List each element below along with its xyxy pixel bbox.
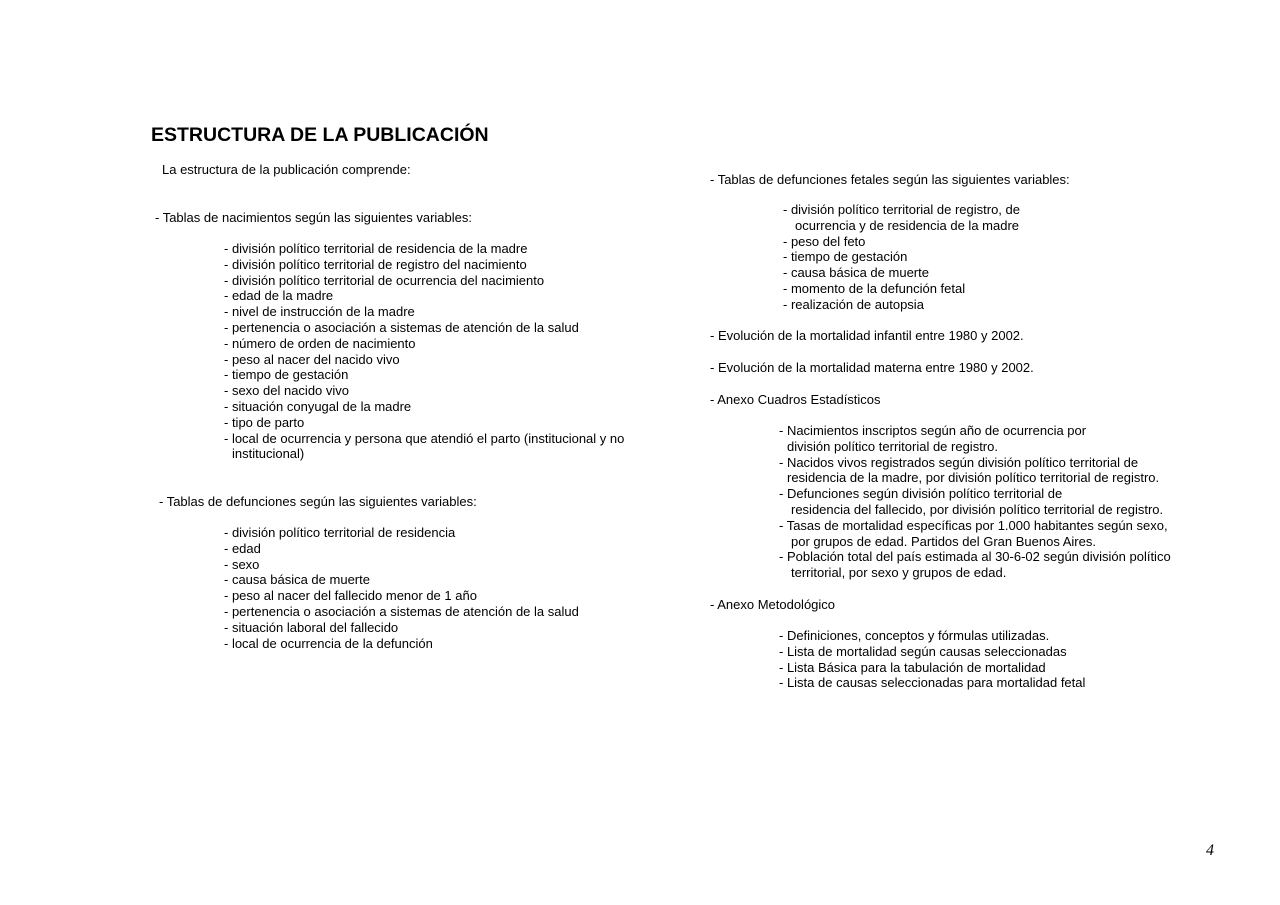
list-item — [779, 455, 1171, 487]
list-item: - división político territorial de residencia de la madre — [224, 241, 528, 256]
list-item: - momento de la defunción fetal — [783, 280, 966, 296]
nacimientos-list — [224, 241, 656, 462]
anexo-metodologico-heading: - Anexo Metodológico — [710, 597, 836, 612]
list-item: - tiempo de gestación — [224, 367, 349, 383]
list-item-line: - división político territorial de registro, de — [783, 202, 1020, 217]
list-item — [779, 549, 1171, 581]
list-item-line: por grupos de edad. Partidos del Gran Buenos Aires. — [791, 533, 1096, 549]
list-item-line: - Nacimientos inscriptos según año de ocurrencia por — [779, 423, 1087, 438]
list-item: - edad de la madre — [224, 288, 334, 304]
list-item: - peso al nacer del fallecido menor de 1 año — [224, 588, 477, 604]
list-item: - división político territorial de ocurrencia del nacimiento — [224, 272, 545, 288]
anexo-cuadros-list — [779, 423, 1171, 581]
list-item — [783, 202, 1020, 234]
list-item-line: división político territorial de registro. — [787, 438, 998, 454]
anexo-metodologico-list — [779, 628, 1085, 691]
list-item: - pertenencia o asociación a sistemas de atención de la salud — [224, 319, 579, 335]
fetales-heading: - Tablas de defunciones fetales según las siguientes variables: — [710, 172, 1070, 187]
list-item: - situación conyugal de la madre — [224, 398, 412, 414]
list-item: - sexo del nacido vivo — [224, 383, 350, 399]
list-item: - división político territorial de residencia — [224, 525, 456, 540]
list-item-line: - Población total del país estimada al 30-6-02 según división político — [779, 549, 1171, 565]
defunciones-list — [224, 525, 579, 651]
evolucion-infantil: - Evolución de la mortalidad infantil entre 1980 y 2002. — [710, 328, 1024, 343]
fetales-list — [783, 202, 1020, 313]
list-item: - pertenencia o asociación a sistemas de atención de la salud — [224, 603, 579, 619]
list-item-line: - Defunciones según división político territorial de — [779, 486, 1063, 502]
list-item-line: ocurrencia y de residencia de la madre — [795, 217, 1020, 233]
list-item: - local de ocurrencia de la defunción — [224, 635, 433, 651]
list-item: - causa básica de muerte — [783, 265, 929, 281]
list-item — [779, 423, 1171, 455]
list-item: - división político territorial de registro del nacimiento — [224, 256, 527, 272]
list-item-line: - Nacidos vivos registrados según división político territorial de — [779, 454, 1139, 470]
anexo-cuadros-heading: - Anexo Cuadros Estadísticos — [710, 392, 881, 407]
list-item: - nivel de instrucción de la madre — [224, 304, 415, 320]
list-item: - peso del feto — [783, 233, 866, 249]
nacimientos-heading: - Tablas de nacimientos según las siguientes variables: — [155, 210, 472, 225]
intro-text: La estructura de la publicación comprende: — [162, 162, 411, 177]
list-item: - local de ocurrencia y persona que atendió el parto (institucional y no institucional) — [224, 430, 625, 462]
page-title: ESTRUCTURA DE LA PUBLICACIÓN — [151, 124, 489, 146]
list-item: - tipo de parto — [224, 414, 305, 430]
list-item — [779, 518, 1171, 550]
list-item: - realización de autopsia — [783, 296, 924, 312]
evolucion-materna: - Evolución de la mortalidad materna entre 1980 y 2002. — [710, 360, 1034, 375]
list-item-line: - Tasas de mortalidad específicas por 1.000 habitantes según sexo, — [779, 517, 1168, 533]
list-item: - tiempo de gestación — [783, 249, 908, 265]
list-item: - Lista de mortalidad según causas seleccionadas — [779, 643, 1067, 659]
list-item-line: territorial, por sexo y grupos de edad. — [791, 565, 1007, 581]
list-item-line: residencia del fallecido, por división político territorial de registro. — [791, 501, 1164, 517]
defunciones-heading: - Tablas de defunciones según las siguientes variables: — [159, 494, 477, 509]
list-item: - Lista de causas seleccionadas para mortalidad fetal — [779, 675, 1086, 691]
list-item: - edad — [224, 540, 261, 556]
list-item — [779, 486, 1171, 518]
list-item: - causa básica de muerte — [224, 572, 370, 588]
list-item: - situación laboral del fallecido — [224, 619, 399, 635]
page-number: 4 — [1206, 842, 1214, 859]
list-item: - sexo — [224, 556, 260, 572]
list-item: - Definiciones, conceptos y fórmulas utilizadas. — [779, 628, 1050, 643]
list-item-line: residencia de la madre, por división político territorial de registro. — [787, 470, 1160, 486]
list-item: - número de orden de nacimiento — [224, 335, 416, 351]
list-item: - peso al nacer del nacido vivo — [224, 351, 400, 367]
list-item: - Lista Básica para la tabulación de mortalidad — [779, 659, 1046, 675]
